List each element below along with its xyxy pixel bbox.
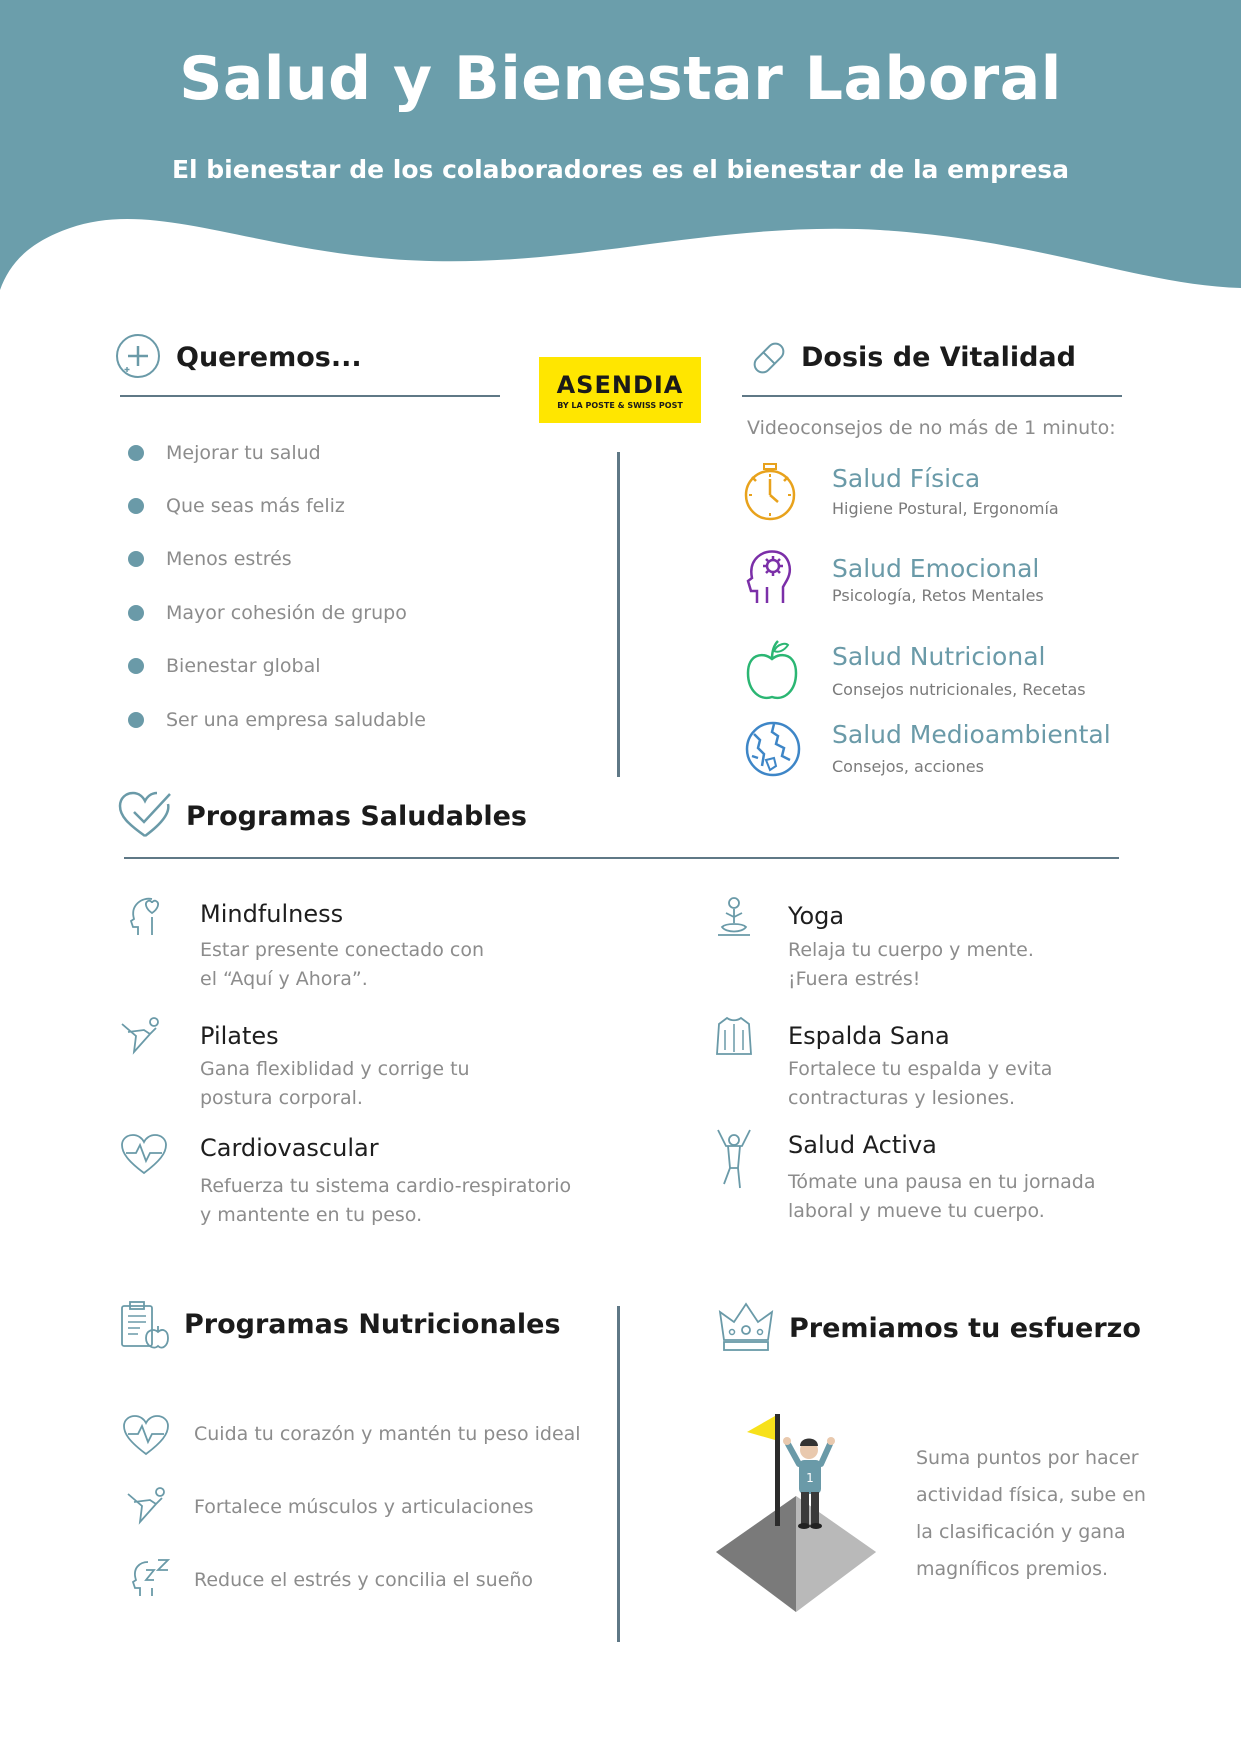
dosis-divider (742, 395, 1122, 397)
bottom-vertical-divider (617, 1306, 620, 1642)
program-name: Cardiovascular (200, 1134, 379, 1162)
plus-circle-icon (115, 333, 161, 379)
queremos-title: Queremos... (176, 342, 362, 373)
dosis-item-subtitle: Consejos nutricionales, Recetas (832, 680, 1086, 699)
pilates-icon (126, 1486, 168, 1526)
stretch-icon (714, 1128, 754, 1190)
program-desc-line: Fortalece tu espalda y evita (788, 1058, 1053, 1080)
program-desc-line: Gana flexiblidad y corrige tu (200, 1058, 470, 1080)
bullet-dot (128, 605, 144, 621)
yoga-icon (716, 897, 752, 937)
nutrition-item: Fortalece músculos y articulaciones (194, 1496, 534, 1518)
premiamos-text-line: Suma puntos por hacer (916, 1447, 1139, 1469)
program-name: Espalda Sana (788, 1022, 950, 1050)
page-title: Salud y Bienestar Laboral (179, 44, 1062, 114)
program-desc-line: contracturas y lesiones. (788, 1087, 1016, 1109)
dosis-item-title: Salud Emocional (832, 554, 1040, 583)
nutrition-item: Cuida tu corazón y mantén tu peso ideal (194, 1423, 581, 1445)
programas-title: Programas Saludables (186, 801, 527, 832)
page-subtitle: El bienestar de los colaboradores es el bienestar de la empresa (171, 155, 1070, 184)
pilates-icon (120, 1016, 162, 1056)
bullet-dot (128, 658, 144, 674)
list-item: Ser una empresa saludable (128, 705, 426, 735)
globe-icon (744, 720, 802, 778)
dosis-item-title: Salud Física (832, 464, 981, 493)
clipboard-apple-icon (118, 1300, 168, 1350)
premiamos-text-line: la clasificación y gana (916, 1521, 1126, 1543)
program-name: Yoga (788, 902, 845, 930)
head-gear-icon (743, 547, 795, 607)
bullet-dot (128, 712, 144, 728)
bullet-dot (128, 498, 144, 514)
premiamos-text (916, 1440, 1146, 1588)
program-name: Pilates (200, 1022, 279, 1050)
program-desc-line: Refuerza tu sistema cardio-respiratorio (200, 1175, 572, 1197)
list-item: Que seas más feliz (128, 491, 345, 521)
programas-divider (124, 857, 1119, 859)
program-name: Mindfulness (200, 900, 344, 928)
program-desc-line: Relaja tu cuerpo y mente. (788, 939, 1034, 961)
back-icon (715, 1016, 753, 1056)
program-desc-line: postura corporal. (200, 1087, 363, 1109)
program-desc-line: y mantente en tu peso. (200, 1204, 423, 1226)
dosis-item-subtitle: Psicología, Retos Mentales (832, 586, 1044, 605)
program-name: Salud Activa (788, 1131, 937, 1159)
mind-heart-icon (128, 897, 168, 937)
program-desc-line: ¡Fuera estrés! (788, 968, 921, 990)
winner-flag-illustration (712, 1412, 880, 1614)
program-desc-line: Estar presente conectado con (200, 939, 484, 961)
svg-text:1: 1 (806, 1471, 814, 1485)
dosis-item-subtitle: Consejos, acciones (832, 757, 984, 776)
stopwatch-icon (743, 462, 797, 522)
company-logo (539, 357, 701, 423)
premiamos-text-line: magníficos premios. (916, 1558, 1109, 1580)
top-vertical-divider (617, 452, 620, 777)
program-desc-line: Tómate una pausa en tu jornada (788, 1171, 1096, 1193)
logo-name: ASENDIA (556, 371, 684, 399)
dosis-intro: Videoconsejos de no más de 1 minuto: (747, 417, 1116, 439)
heartbeat-icon (120, 1133, 168, 1175)
pill-icon (748, 337, 790, 379)
heartbeat-icon (122, 1414, 170, 1456)
heart-check-icon (118, 790, 172, 840)
apple-icon (744, 639, 800, 703)
sleep-icon (130, 1558, 170, 1598)
nutrition-item: Reduce el estrés y concilia el sueño (194, 1569, 534, 1591)
list-item: Menos estrés (128, 544, 292, 574)
program-desc-line: laboral y mueve tu cuerpo. (788, 1200, 1045, 1222)
premiamos-text-line: actividad física, sube en (916, 1484, 1146, 1506)
program-desc-line: el “Aquí y Ahora”. (200, 968, 368, 990)
queremos-divider (120, 395, 500, 397)
dosis-title: Dosis de Vitalidad (801, 342, 1076, 373)
nutricionales-title: Programas Nutricionales (184, 1309, 561, 1340)
dosis-item-title: Salud Nutricional (832, 642, 1046, 671)
list-item: Bienestar global (128, 651, 321, 681)
premiamos-title: Premiamos tu esfuerzo (789, 1313, 1141, 1344)
list-item: Mejorar tu salud (128, 438, 321, 468)
crown-icon (718, 1300, 774, 1352)
dosis-item-subtitle: Higiene Postural, Ergonomía (832, 499, 1059, 518)
bullet-dot (128, 551, 144, 567)
dosis-item-title: Salud Medioambiental (832, 720, 1111, 749)
list-item: Mayor cohesión de grupo (128, 598, 407, 628)
logo-tagline: BY LA POSTE & SWISS POST (557, 401, 683, 410)
bullet-dot (128, 445, 144, 461)
